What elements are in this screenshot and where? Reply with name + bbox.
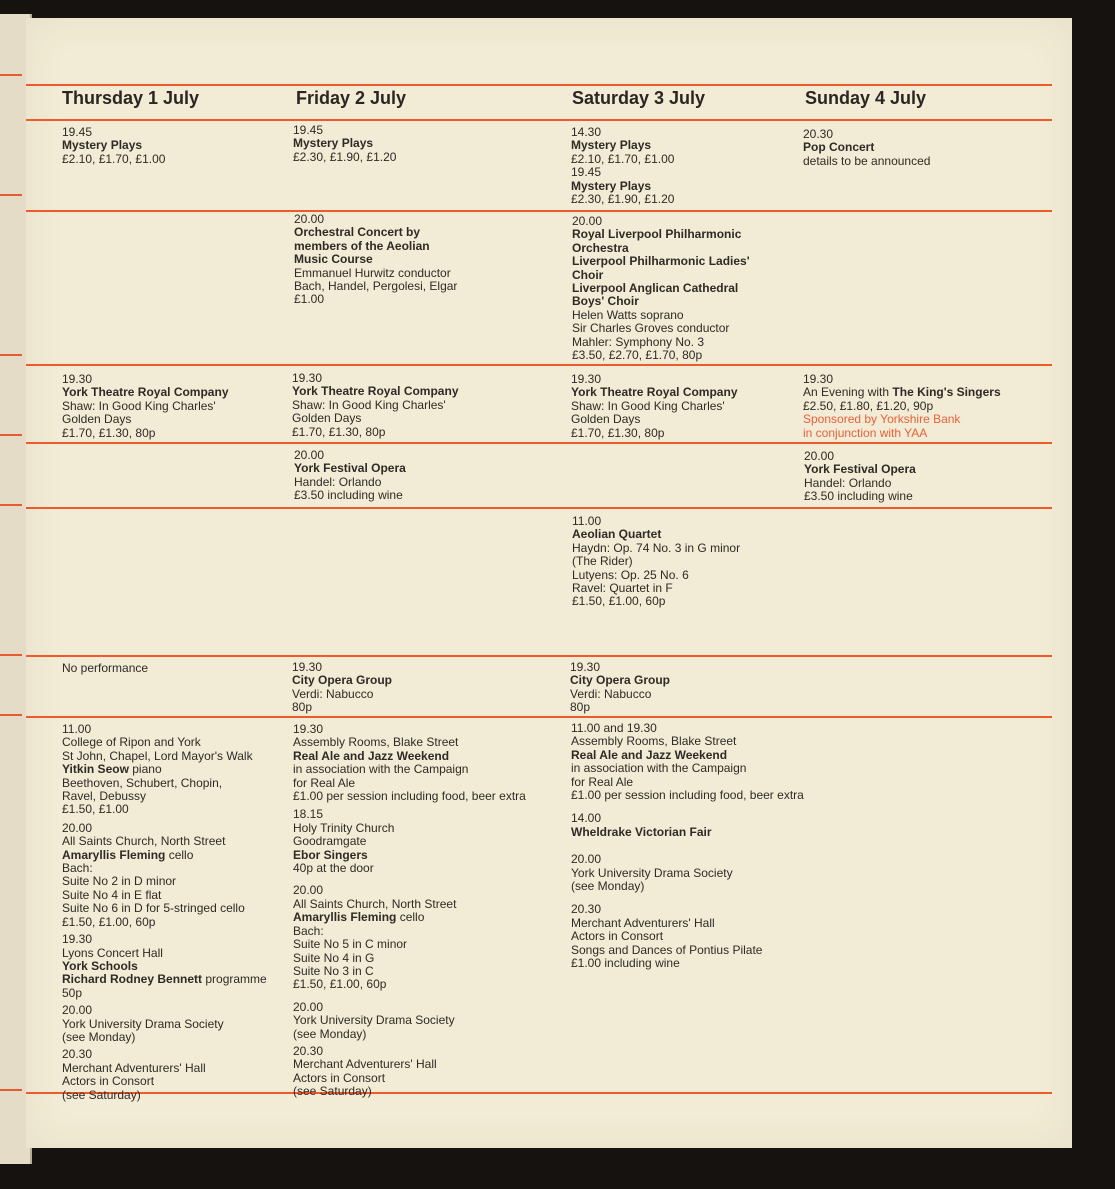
event-fri-orchestral-concert: 20.00 Orchestral Concert by members of the Aeolian Music Course Emmanuel Hurwitz conductor Bach, Handel, Pergolesi, Elgar £1.00 <box>294 212 458 307</box>
rule-row-5 <box>26 655 1052 657</box>
rule-row-1 <box>26 210 1052 212</box>
rule-row-4 <box>26 507 1052 509</box>
event-fri-mystery-plays: 19.45 Mystery Plays £2.30, £1.90, £1.20 <box>293 123 397 164</box>
day-header-saturday: Saturday 3 July <box>572 88 706 108</box>
event-sun-pop-concert: 20.30 Pop Concert details to be announced <box>803 127 931 168</box>
day-header-thursday: Thursday 1 July <box>62 88 200 108</box>
rule-row-2 <box>26 364 1052 366</box>
event-sat-row7: 11.00 and 19.30 Assembly Rooms, Blake Street Real Ale and Jazz Weekend in association with the Campaign for Real Ale £1.00 per session including food, beer extra 14.00 Wheldrake Victorian Fair 20.00 York University Drama Society (see Monday) 20.30 Merchant Adventurers' Hall Actors in Consort Songs and Dances of Pontius Pilate £1.00 including wine <box>571 721 804 971</box>
event-sun-york-festival-opera: 20.00 York Festival Opera Handel: Orlando £3.50 including wine <box>804 449 916 504</box>
event-thu-mystery-plays: 19.45 Mystery Plays £2.10, £1.70, £1.00 <box>62 125 166 166</box>
programme-page <box>26 18 1072 1148</box>
sponsor-note: Sponsored by Yorkshire Bank <box>803 412 961 427</box>
event-sat-york-theatre-royal: 19.30 York Theatre Royal Company Shaw: In Good King Charles' Golden Days £1.70, £1.30, 80p <box>571 372 738 440</box>
event-sat-aeolian-quartet: 11.00 Aeolian Quartet Haydn: Op. 74 No. 3 in G minor (The Rider) Lutyens: Op. 25 No. 6 Ravel: Quartet in F £1.50, £1.00, 60p <box>572 514 741 609</box>
event-fri-york-festival-opera: 20.00 York Festival Opera Handel: Orlando £3.50 including wine <box>294 448 406 503</box>
event-sun-kings-singers: 19.30 An Evening with The King's Singers £2.50, £1.80, £1.20, 90p Sponsored by Yorkshire Bank in conjunction with YAA <box>803 372 1001 440</box>
rule-row-6 <box>26 716 1052 718</box>
event-thu-york-theatre-royal: 19.30 York Theatre Royal Company Shaw: In Good King Charles' Golden Days £1.70, £1.30, 80p <box>62 372 229 440</box>
event-fri-row7: 19.30 Assembly Rooms, Blake Street Real Ale and Jazz Weekend in association with the Campaign for Real Ale £1.00 per session including food, beer extra 18.15 Holy Trinity Church Goodramgate Ebor Singers 40p at the door 20.00 All Saints Church, North Street Amaryllis Fleming cello Bach: Suite No 5 in C minor Suite No 4 in G Suite No 3 in C £1.50, £1.00, 60p 20.00 York University Drama Society (see Monday) 20.30 Merchant Adventurers' Hall Actors in Consort (see Saturday) <box>293 722 526 1099</box>
rule-row-3 <box>26 442 1052 444</box>
event-fri-city-opera-group: 19.30 City Opera Group Verdi: Nabucco 80p <box>292 660 393 715</box>
event-sat-mystery-plays: 14.30 Mystery Plays £2.10, £1.70, £1.00 19.45 Mystery Plays £2.30, £1.90, £1.20 <box>571 125 675 207</box>
day-header-friday: Friday 2 July <box>296 88 407 108</box>
event-thu-no-performance: No performance <box>62 661 149 675</box>
event-sat-royal-liverpool-philharmonic: 20.00 Royal Liverpool Philharmonic Orchestra Liverpool Philharmonic Ladies' Choir Liverpool Anglican Cathedral Boys' Choir Helen Watts soprano Sir Charles Groves conductor Mahler: Symphony No. 3 £3.50, £2.70, £1.70, 80p <box>572 214 750 363</box>
rule-header <box>26 119 1052 121</box>
event-fri-york-theatre-royal: 19.30 York Theatre Royal Company Shaw: In Good King Charles' Golden Days £1.70, £1.30, 80p <box>292 371 459 439</box>
event-sat-city-opera-group: 19.30 City Opera Group Verdi: Nabucco 80p <box>570 660 671 715</box>
event-thu-row7: 11.00 College of Ripon and York St John, Chapel, Lord Mayor's Walk Yitkin Seow piano Beethoven, Schubert, Chopin, Ravel, Debussy £1.50, £1.00 20.00 All Saints Church, North Street Amaryllis Fleming cello Bach: Suite No 2 in D minor Suite No 4 in E flat Suite No 6 in D for 5-stringed cello £1.50, £1.00, 60p 19.30 Lyons Concert Hall York Schools Richard Rodney Bennett programme 50p 20.00 York University Drama Society (see Monday) 20.30 Merchant Adventurers' Hall Actors in Consort (see Saturday) <box>62 722 267 1102</box>
day-header-sunday: Sunday 4 July <box>805 88 927 108</box>
rule-top <box>26 84 1052 86</box>
